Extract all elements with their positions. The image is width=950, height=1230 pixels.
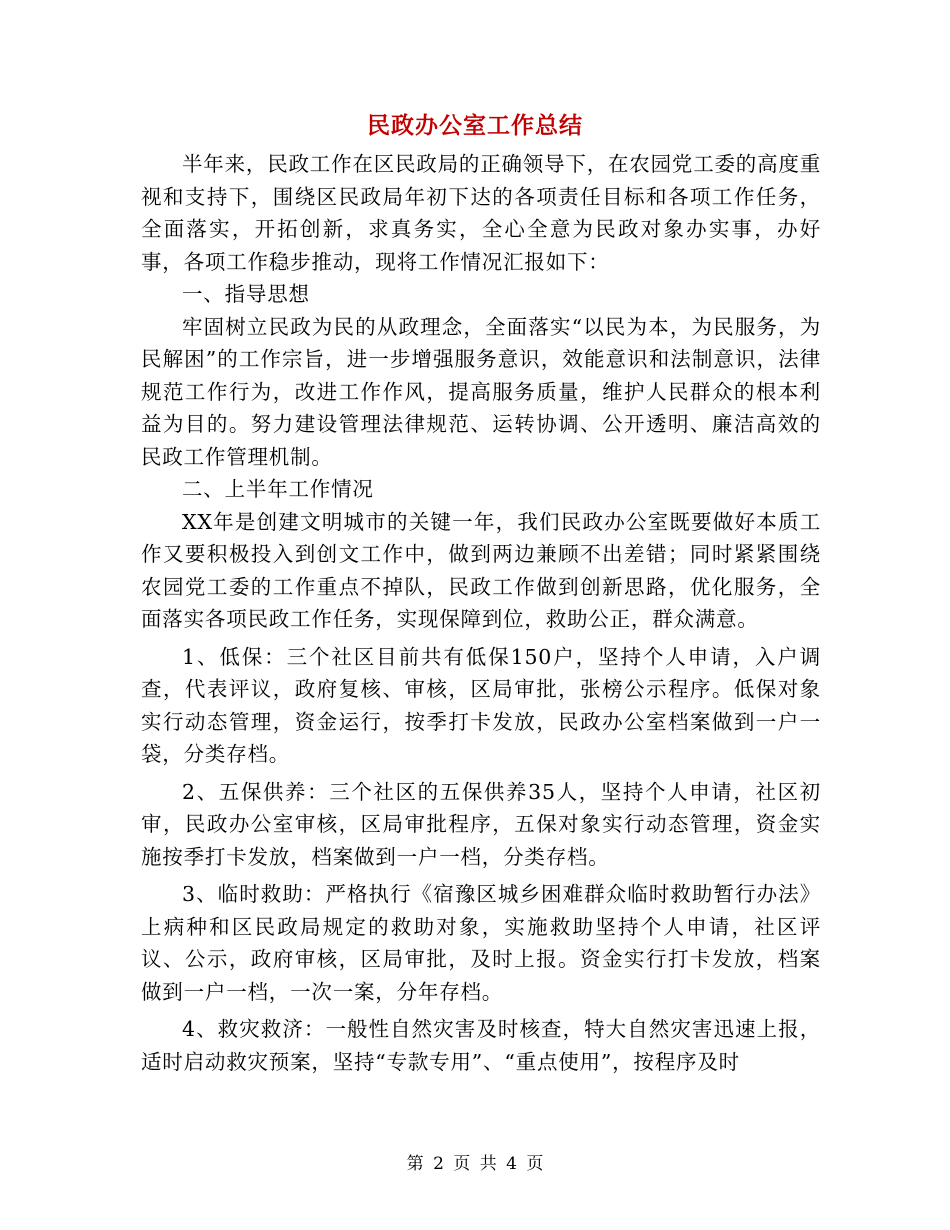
heading-first-half-work: 二、上半年工作情况 [182,477,374,501]
paragraph-first-half-work: XX年是创建文明城市的关键一年，我们民政办公室既要做好本质工作又要积极投入到创文工作中，做到两边兼顾不出差错；同时紧紧围绕农园党工委的工作重点不掉队，民政工作做到创新思路，优化服务，全面落实各项民政工作任务，实现保障到位，救助公正，群众满意。 [141,509,821,631]
paragraph-guiding-ideology: 牢固树立民政为民的从政理念，全面落实“以民为本，为民服务，为民解困”的工作宗旨，进一步增强服务意识，效能意识和法制意识，法律规范工作行为，改进工作作风，提高服务质量，维护人民群众的根本利益为目的。努力建设管理法律规范、运转协调、公开透明、廉洁高效的民政工作管理机制。 [141,314,821,469]
paragraph-item-3-temporary-aid: 3、临时救助：严格执行《宿豫区城乡困难群众临时救助暂行办法》上病种和区民政局规定的救助对象，实施救助坚持个人申请，社区评议、公示，政府审核，区局审批，及时上报。资金实行打卡发放，档案做到一户一档，一次一案，分年存档。 [141,882,821,1004]
heading-guiding-ideology: 一、指导思想 [182,282,310,306]
document-title: 民政办公室工作总结 [367,112,583,139]
document-body [141,148,821,1078]
paragraph-intro: 半年来，民政工作在区民政局的正确领导下，在农园党工委的高度重视和支持下，围绕区民政局年初下达的各项责任目标和各项工作任务，全面落实，开拓创新，求真务实，全心全意为民政对象办实事，办好事，各项工作稳步推动，现将工作情况汇报如下： [141,152,821,274]
paragraph-item-1-dibao: 1、低保：三个社区目前共有低保150户，坚持个人申请，入户调查，代表评议，政府复核、审核，区局审批，张榜公示程序。低保对象实行动态管理，资金运行，按季打卡发放，民政办公室档案做到一户一袋，分类存档。 [141,644,821,766]
paragraph-item-4-disaster-relief: 4、救灾救济：一般性自然灾害及时核查，特大自然灾害迅速上报，适时启动救灾预案，坚持“专款专用”、“重点使用”，按程序及时 [141,1017,821,1074]
page-number: 第 2 页 共 4 页 [406,1154,544,1174]
paragraph-item-2-wubao: 2、五保供养：三个社区的五保供养35人，坚持个人申请，社区初审，民政办公室审核，区局审批程序，五保对象实行动态管理，资金实施按季打卡发放，档案做到一户一档，分类存档。 [141,779,821,869]
